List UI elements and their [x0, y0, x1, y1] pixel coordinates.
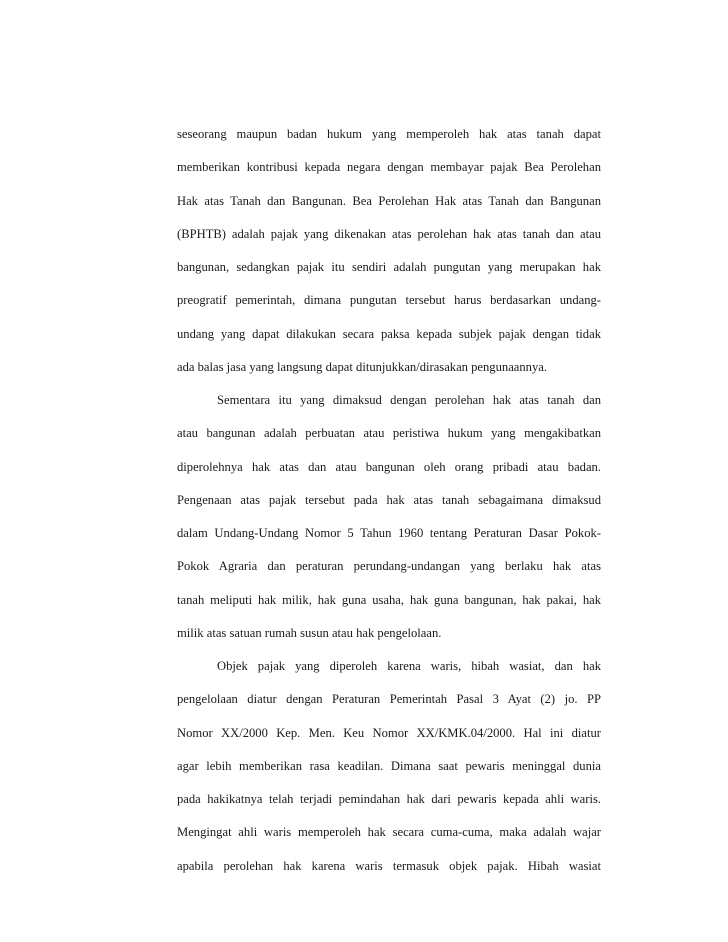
text-line: Mengingat ahli waris memperoleh hak secara cuma-cuma, maka adalah wajar: [177, 825, 601, 840]
paragraph-start-line: Sementara itu yang dimaksud dengan perolehan hak atas tanah dan: [217, 393, 601, 407]
text-line: apabila perolehan hak karena waris termasuk objek pajak. Hibah wasiat: [177, 858, 601, 873]
text-line: Hak atas Tanah dan Bangunan. Bea Perolehan Hak atas Tanah dan Bangunan: [177, 193, 601, 208]
body-text: [177, 118, 601, 883]
text-line: seseorang maupun badan hukum yang memperoleh hak atas tanah dapat: [177, 127, 601, 141]
text-line: undang yang dapat dilakukan secara paksa kepada subjek pajak dengan tidak: [177, 326, 601, 341]
text-line: ada balas jasa yang langsung dapat ditunjukkan/dirasakan pengunaannya.: [177, 359, 547, 374]
text-line: tanah meliputi hak milik, hak guna usaha, hak guna bangunan, hak pakai, hak: [177, 592, 601, 607]
text-line: memberikan kontribusi kepada negara dengan membayar pajak Bea Perolehan: [177, 160, 601, 175]
text-line: bangunan, sedangkan pajak itu sendiri adalah pungutan yang merupakan hak: [177, 260, 601, 274]
paragraph-start-line: Objek pajak yang diperoleh karena waris, hibah wasiat, dan hak: [217, 659, 601, 673]
text-line: agar lebih memberikan rasa keadilan. Dimana saat pewaris meninggal dunia: [177, 758, 601, 773]
text-line: milik atas satuan rumah susun atau hak pengelolaan.: [177, 625, 442, 640]
text-line: (BPHTB) adalah pajak yang dikenakan atas perolehan hak atas tanah dan atau: [177, 226, 601, 241]
text-line: pengelolaan diatur dengan Peraturan Pemerintah Pasal 3 Ayat (2) jo. PP: [177, 692, 601, 707]
text-line: atau bangunan adalah perbuatan atau peristiwa hukum yang mengakibatkan: [177, 426, 601, 441]
text-line: preogratif pemerintah, dimana pungutan tersebut harus berdasarkan undang-: [177, 293, 601, 308]
text-line: Pokok Agraria dan peraturan perundang-undangan yang berlaku hak atas: [177, 559, 601, 574]
text-line: Pengenaan atas pajak tersebut pada hak atas tanah sebagaimana dimaksud: [177, 492, 601, 507]
text-line: dalam Undang-Undang Nomor 5 Tahun 1960 tentang Peraturan Dasar Pokok-: [177, 526, 601, 540]
text-line: pada hakikatnya telah terjadi pemindahan hak dari pewaris kepada ahli waris.: [177, 792, 601, 806]
text-line: diperolehnya hak atas dan atau bangunan oleh orang pribadi atau badan.: [177, 459, 601, 474]
text-line: Nomor XX/2000 Kep. Men. Keu Nomor XX/KMK.04/2000. Hal ini diatur: [177, 725, 601, 740]
